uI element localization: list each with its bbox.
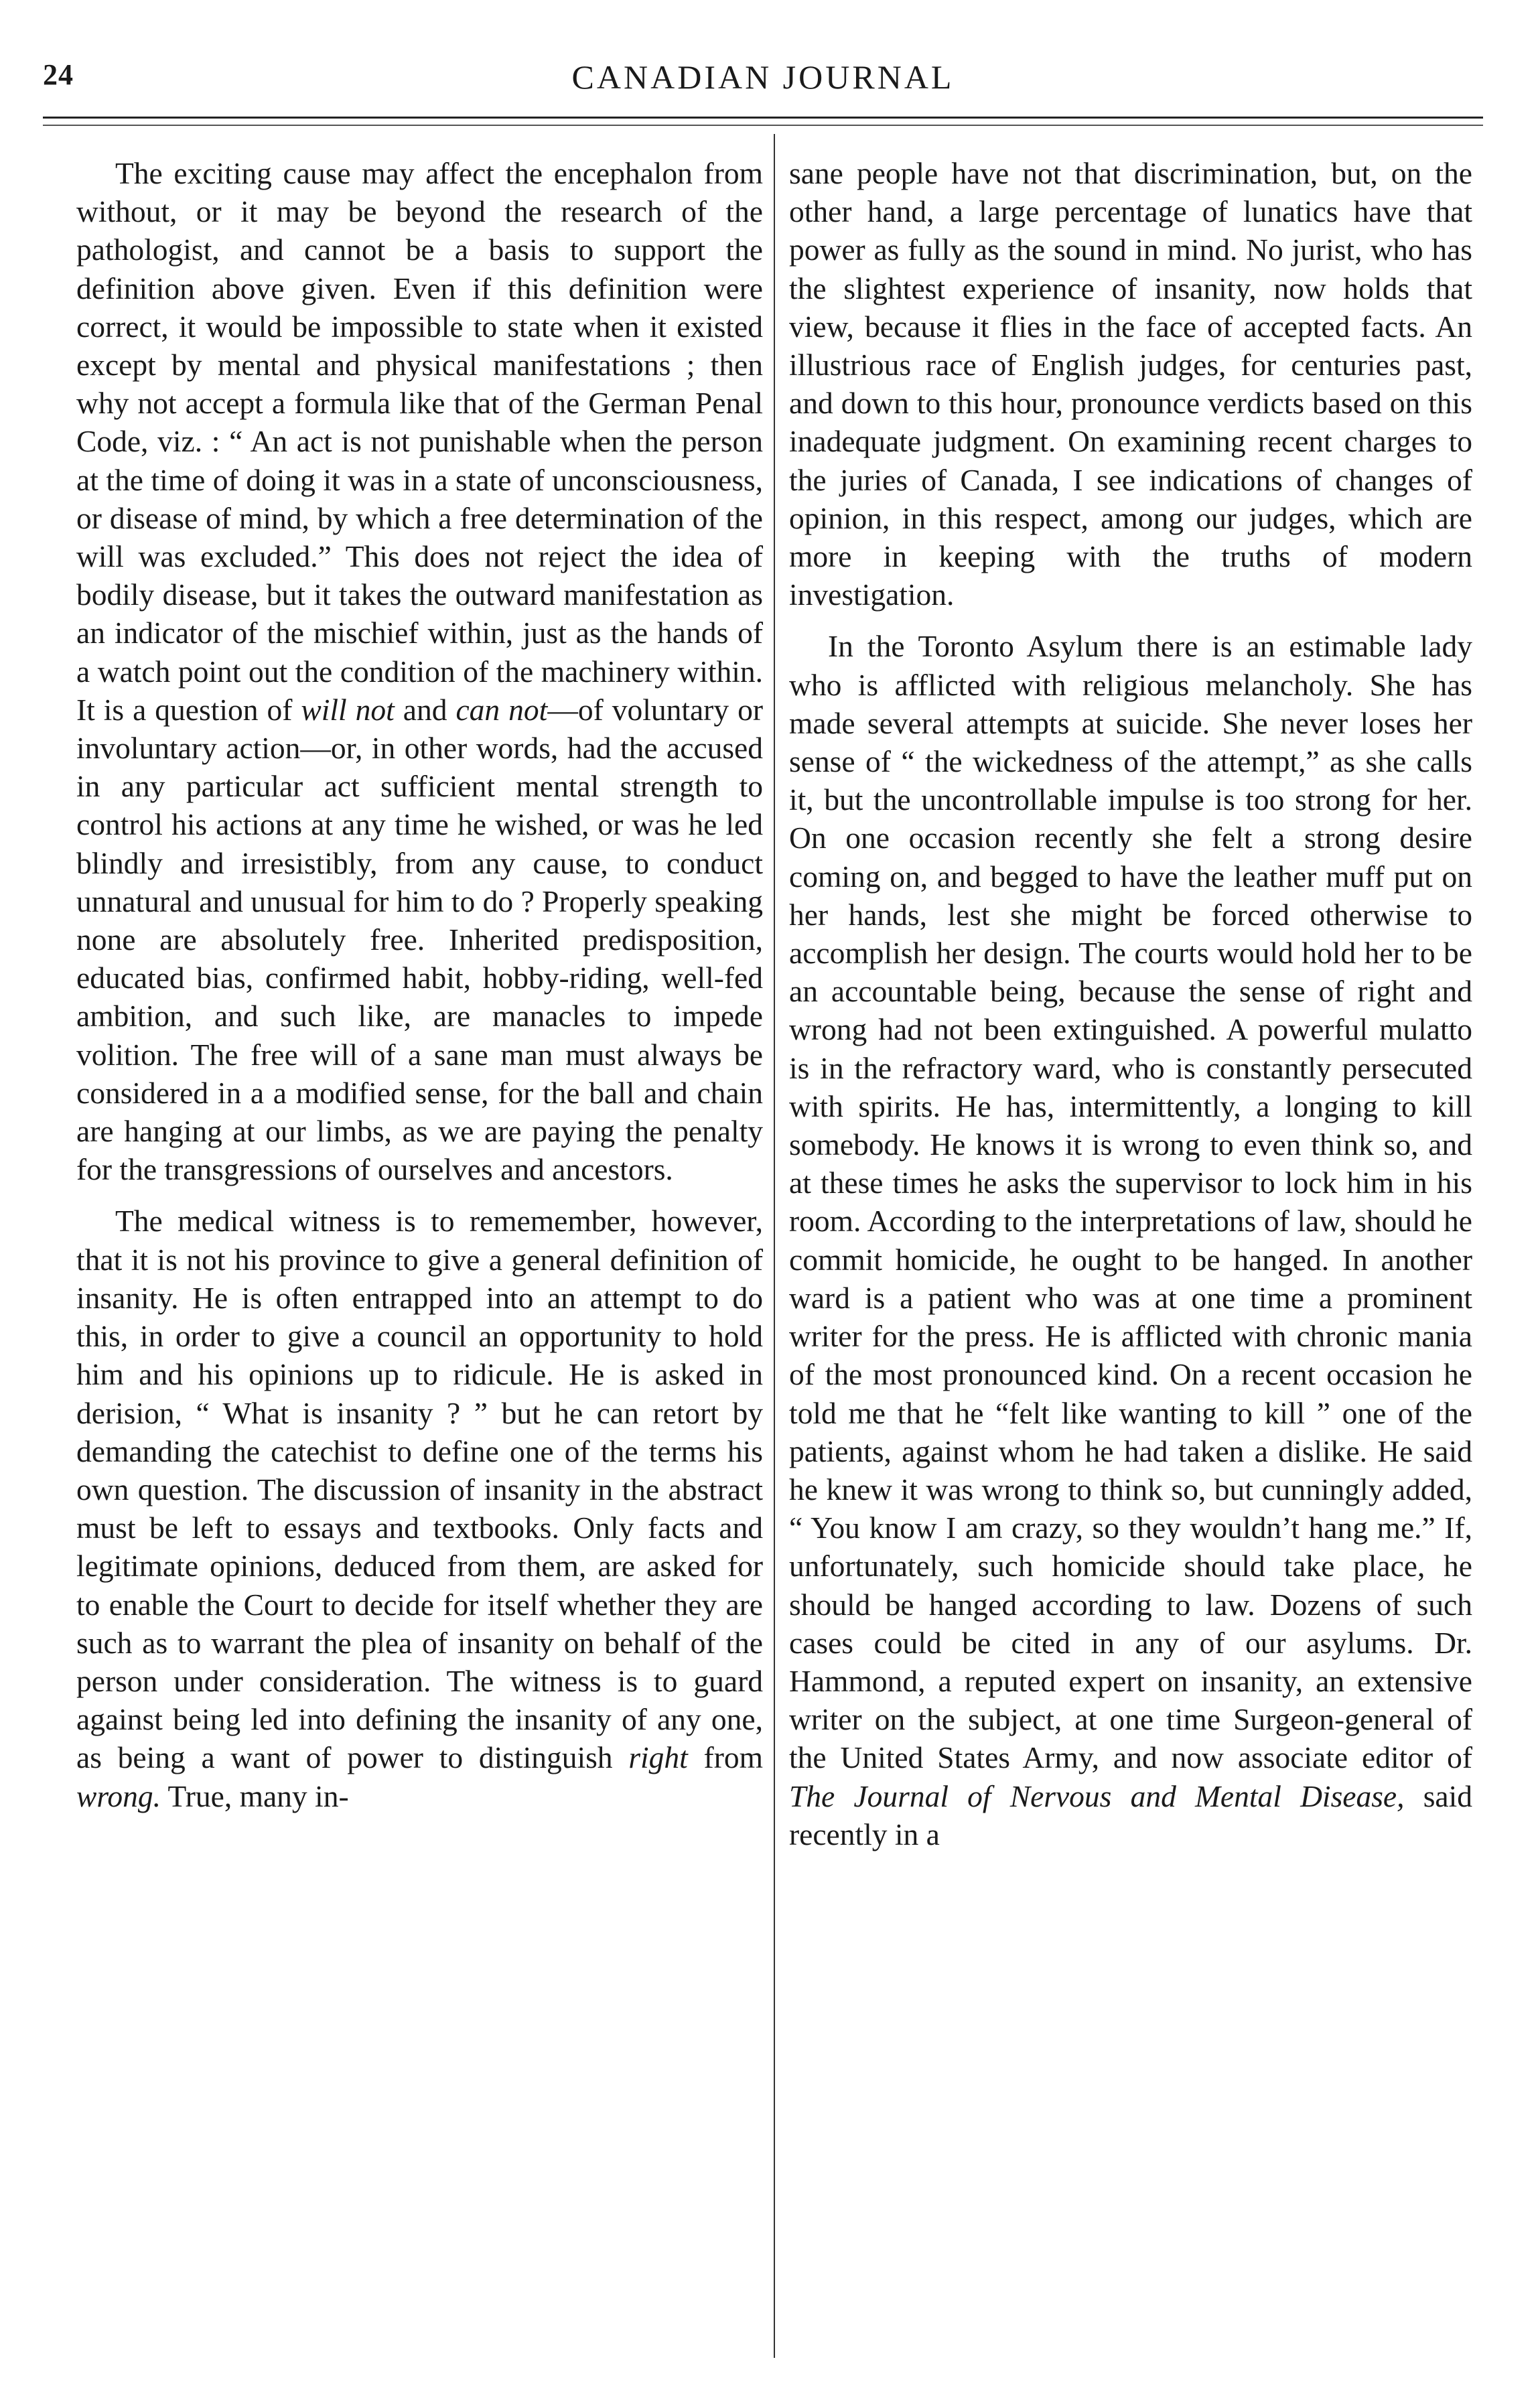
text-run: In the Toronto Asylum there is an estimable lady who is afflicted with religious melancholy. She has made several attempts at suicide. She never loses her sense of “ the wickedness of the attempt,” as she calls it, but the uncontrollable impulse is too strong for her. On one occasion recently she felt a strong desire coming on, and begged to have the leather muff put on her hands, lest she might be forced otherwise to accomplish her design. The courts would hold her to be an accountable being, because the sense of right and wrong had not been extinguished. A powerful mulatto is in the refractory ward, who is constantly persecuted with spirits. He has, intermittently, a longing to kill somebody. He knows it is wrong to even think so, and at these times he asks the supervisor to lock him in his room. According to the interpretations of law, should he commit homicide, he ought to be hanged. In another ward is a patient who was at one time a prominent writer for the press. He is afflicted with chronic mania of the most pronounced kind. On a recent occasion he told me that he “felt like wanting to kill ” one of the patients, against whom he had taken a dislike. He said he knew it was wrong to think so, but cunningly added, “ You know I am crazy, so they wouldn’t hang me.” If, unfortunately, such homicide should take place, he should be hanged according to law. Dozens of such cases could be cited in any of our asylums. Dr. Hammond, a reputed expert on insanity, an extensive writer on the subject, at one time Surgeon-general of the United States Army, and now associate editor of [789, 629, 1472, 1775]
text-run: and [394, 692, 456, 727]
left-column [76, 154, 763, 1815]
italic-run: The Journal of Nervous and Mental Disease, [789, 1778, 1405, 1813]
text-run: The exciting cause may affect the encephalon from without, or it may be beyond the research of the pathologist, and cannot be a basis to support the definition above given. Even if this definition were correct, it would be impossible to state when it existed except by mental and physical manifestations ; then why not accept a formula like that of the German Penal Code, viz. : “ An act is not punishable when the person at the time of doing it was in a state of unconsciousness, or disease of mind, by which a free determination of the will was excluded.” This does not reject the idea of bodily disease, but it takes the outward manifestation as an indicator of the mischief within, just as the hands of a watch point out the condition of the machinery within. It is a question of [76, 156, 763, 727]
header-rule-bottom [43, 125, 1483, 126]
text-run: The medical witness is to rememember, however, that it is not his province to give a general definition of insanity. He is often entrapped into an attempt to do this, in order to give a council an opportunity to hold him and his opinions up to ridicule. He is asked in derision, “ What is insanity ? ” but he can retort by demanding the catechist to define one of the terms his own question. The discussion of insanity in the abstract must be left to essays and textbooks. Only facts and legitimate opinions, deduced from them, are asked for to enable the Court to decide for itself whether they are such as to warrant the plea of insanity on behalf of the person under consideration. The witness is to guard against being led into defining the insanity of any one, as being a want of power to distinguish [76, 1204, 763, 1775]
text-run: from [687, 1740, 764, 1775]
paragraph-toronto-asylum [789, 627, 1472, 1853]
italic-run: will not [301, 692, 395, 727]
text-run: said recently in a [789, 1778, 1472, 1851]
text-run: True, many in- [161, 1778, 349, 1813]
italic-run: right [628, 1740, 688, 1775]
italic-run: can not [456, 692, 548, 727]
journal-title: CANADIAN JOURNAL [571, 58, 955, 96]
paragraph-exciting-cause [76, 154, 763, 1188]
italic-run: wrong. [76, 1778, 161, 1813]
header-rule-top [43, 117, 1483, 119]
running-head [43, 58, 1483, 104]
column-divider [774, 134, 775, 2358]
right-column [789, 154, 1472, 1853]
paragraph-medical-witness [76, 1202, 763, 1815]
paragraph-continuation: sane people have not that discrimination, but, on the other hand, a large percentage of lunatics have that power as fully as the sound in mind. No jurist, who has the slightest experience of insanity, now holds that view, because it flies in the face of accepted facts. An illustrious race of English judges, for centuries past, and down to this hour, pronounce verdicts based on this inadequate judgment. On examining recent charges to the juries of Canada, I see indications of changes of opinion, in this respect, among our judges, which are more in keeping with the truths of modern investigation. [789, 156, 1472, 612]
page-number: 24 [43, 58, 74, 91]
text-run: —of voluntary or involuntary action—or, in other words, had the accused in any particular act sufficient mental strength to control his actions at any time he wished, or was he led blindly and irresistibly, from any cause, to conduct unnatural and unusual for him to do ? Properly speaking none are absolutely free. Inherited predisposition, educated bias, confirmed habit, hobby-riding, well-fed ambition, and such like, are manacles to impede volition. The free will of a sane man must always be considered in a a modified sense, for the ball and chain are hanging at our limbs, as we are paying the penalty for the transgressions of ourselves and ancestors. [76, 692, 763, 1187]
